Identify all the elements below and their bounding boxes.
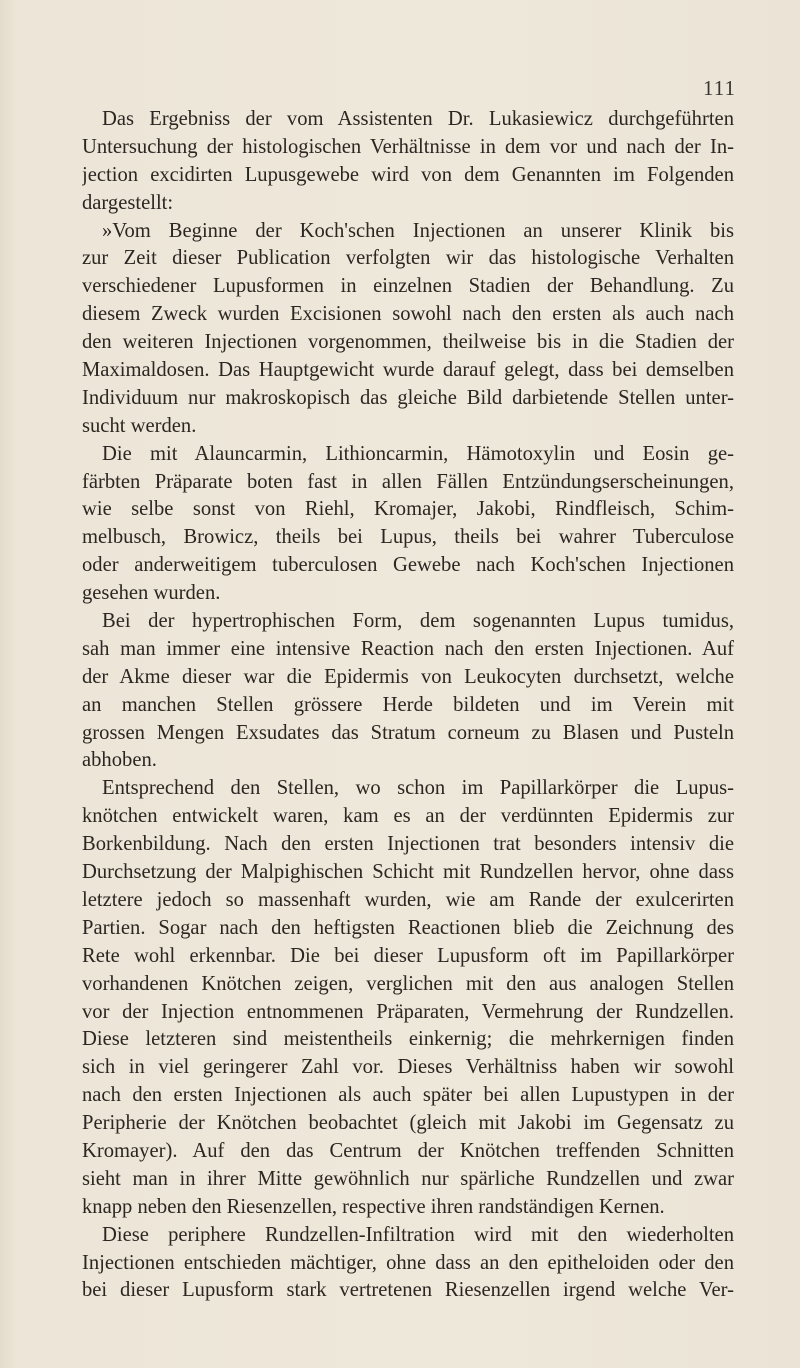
- text-line: Untersuchung der histologischen Verhältnisse in dem vor und nach der In-: [82, 135, 734, 158]
- text-line: diesem Zweck wurden Excisionen sowohl nach den ersten als auch nach: [82, 303, 734, 326]
- text-line: sah man immer eine intensive Reaction nach den ersten Injectionen. Auf: [82, 637, 734, 660]
- text-line: Peripherie der Knötchen beobachtet (gleich mit Jakobi im Gegensatz zu: [82, 1112, 734, 1135]
- text-line: Diese periphere Rundzellen-Infiltration wird mit den wiederholten: [102, 1223, 734, 1246]
- text-line: sich in viel geringerer Zahl vor. Dieses Verhältniss haben wir sowohl: [82, 1056, 734, 1079]
- text-line: gesehen wurden.: [82, 582, 221, 605]
- text-line: Kromayer). Auf den das Centrum der Knötchen treffenden Schnitten: [82, 1139, 734, 1162]
- text-line: abhoben.: [82, 749, 157, 772]
- text-line: dargestellt:: [82, 191, 174, 214]
- text-line: bei dieser Lupusform stark vertretenen Riesenzellen irgend welche Ver-: [82, 1279, 734, 1302]
- text-line: Durchsetzung der Malpighischen Schicht mit Rundzellen hervor, ohne dass: [82, 861, 734, 884]
- text-line: jection excidirten Lupusgewebe wird von dem Genannten im Folgenden: [82, 163, 734, 186]
- text-line: wie selbe sonst von Riehl, Kromajer, Jakobi, Rindfleisch, Schim-: [82, 498, 734, 521]
- text-line: grossen Mengen Exsudates das Stratum corneum zu Blasen und Pusteln: [82, 721, 734, 744]
- text-line: Rete wohl erkennbar. Die bei dieser Lupusform oft im Papillarkörper: [82, 944, 734, 967]
- page-number: 111: [703, 76, 736, 100]
- text-line: zur Zeit dieser Publication verfolgten wir das histologische Verhalten: [82, 247, 734, 270]
- body-text: [82, 106, 734, 1305]
- text-line: letztere jedoch so massenhaft wurden, wie am Rande der exulcerirten: [82, 888, 734, 911]
- text-line: Die mit Alauncarmin, Lithioncarmin, Hämotoxylin und Eosin ge-: [102, 442, 734, 465]
- text-line: an manchen Stellen grössere Herde bildeten und im Verein mit: [82, 693, 734, 716]
- text-line: färbten Präparate boten fast in allen Fällen Entzündungserscheinungen,: [82, 470, 734, 493]
- text-line: Borkenbildung. Nach den ersten Injectionen trat besonders intensiv die: [82, 833, 734, 856]
- text-line: vorhandenen Knötchen zeigen, verglichen mit den aus analogen Stellen: [82, 972, 734, 995]
- text-line: der Akme dieser war die Epidermis von Leukocyten durchsetzt, welche: [82, 665, 734, 688]
- text-line: melbusch, Browicz, theils bei Lupus, theils bei wahrer Tuberculose: [82, 526, 734, 549]
- text-line: sucht werden.: [82, 414, 197, 437]
- text-line: sieht man in ihrer Mitte gewöhnlich nur spärliche Rundzellen und zwar: [82, 1167, 734, 1190]
- text-line: den weiteren Injectionen vorgenommen, theilweise bis in die Stadien der: [82, 331, 734, 354]
- text-line: knapp neben den Riesenzellen, respective ihren randständigen Kernen.: [82, 1195, 665, 1218]
- text-line: Diese letzteren sind meistentheils einkernig; die mehrkernigen finden: [82, 1028, 734, 1051]
- text-line: »Vom Beginne der Koch'schen Injectionen an unserer Klinik bis: [102, 219, 734, 242]
- text-line: Injectionen entschieden mächtiger, ohne dass an den epitheloiden oder den: [82, 1251, 734, 1274]
- text-line: Das Ergebniss der vom Assistenten Dr. Lukasiewicz durchgeführten: [102, 108, 734, 130]
- text-line: oder anderweitigem tuberculosen Gewebe nach Koch'schen Injectionen: [82, 554, 734, 577]
- text-line: verschiedener Lupusformen in einzelnen Stadien der Behandlung. Zu: [82, 275, 734, 298]
- text-line: Individuum nur makroskopisch das gleiche Bild darbietende Stellen unter-: [82, 386, 734, 409]
- text-line: Partien. Sogar nach den heftigsten Reactionen blieb die Zeichnung des: [82, 916, 734, 939]
- text-line: Maximaldosen. Das Hauptgewicht wurde darauf gelegt, dass bei demselben: [82, 359, 734, 382]
- text-line: knötchen entwickelt waren, kam es an der verdünnten Epidermis zur: [82, 805, 734, 828]
- text-line: vor der Injection entnommenen Präparaten, Vermehrung der Rundzellen.: [82, 1000, 734, 1023]
- text-line: nach den ersten Injectionen als auch später bei allen Lupustypen in der: [82, 1084, 734, 1107]
- text-line: Bei der hypertrophischen Form, dem sogenannten Lupus tumidus,: [102, 610, 734, 633]
- text-line: Entsprechend den Stellen, wo schon im Papillarkörper die Lupus-: [102, 777, 734, 800]
